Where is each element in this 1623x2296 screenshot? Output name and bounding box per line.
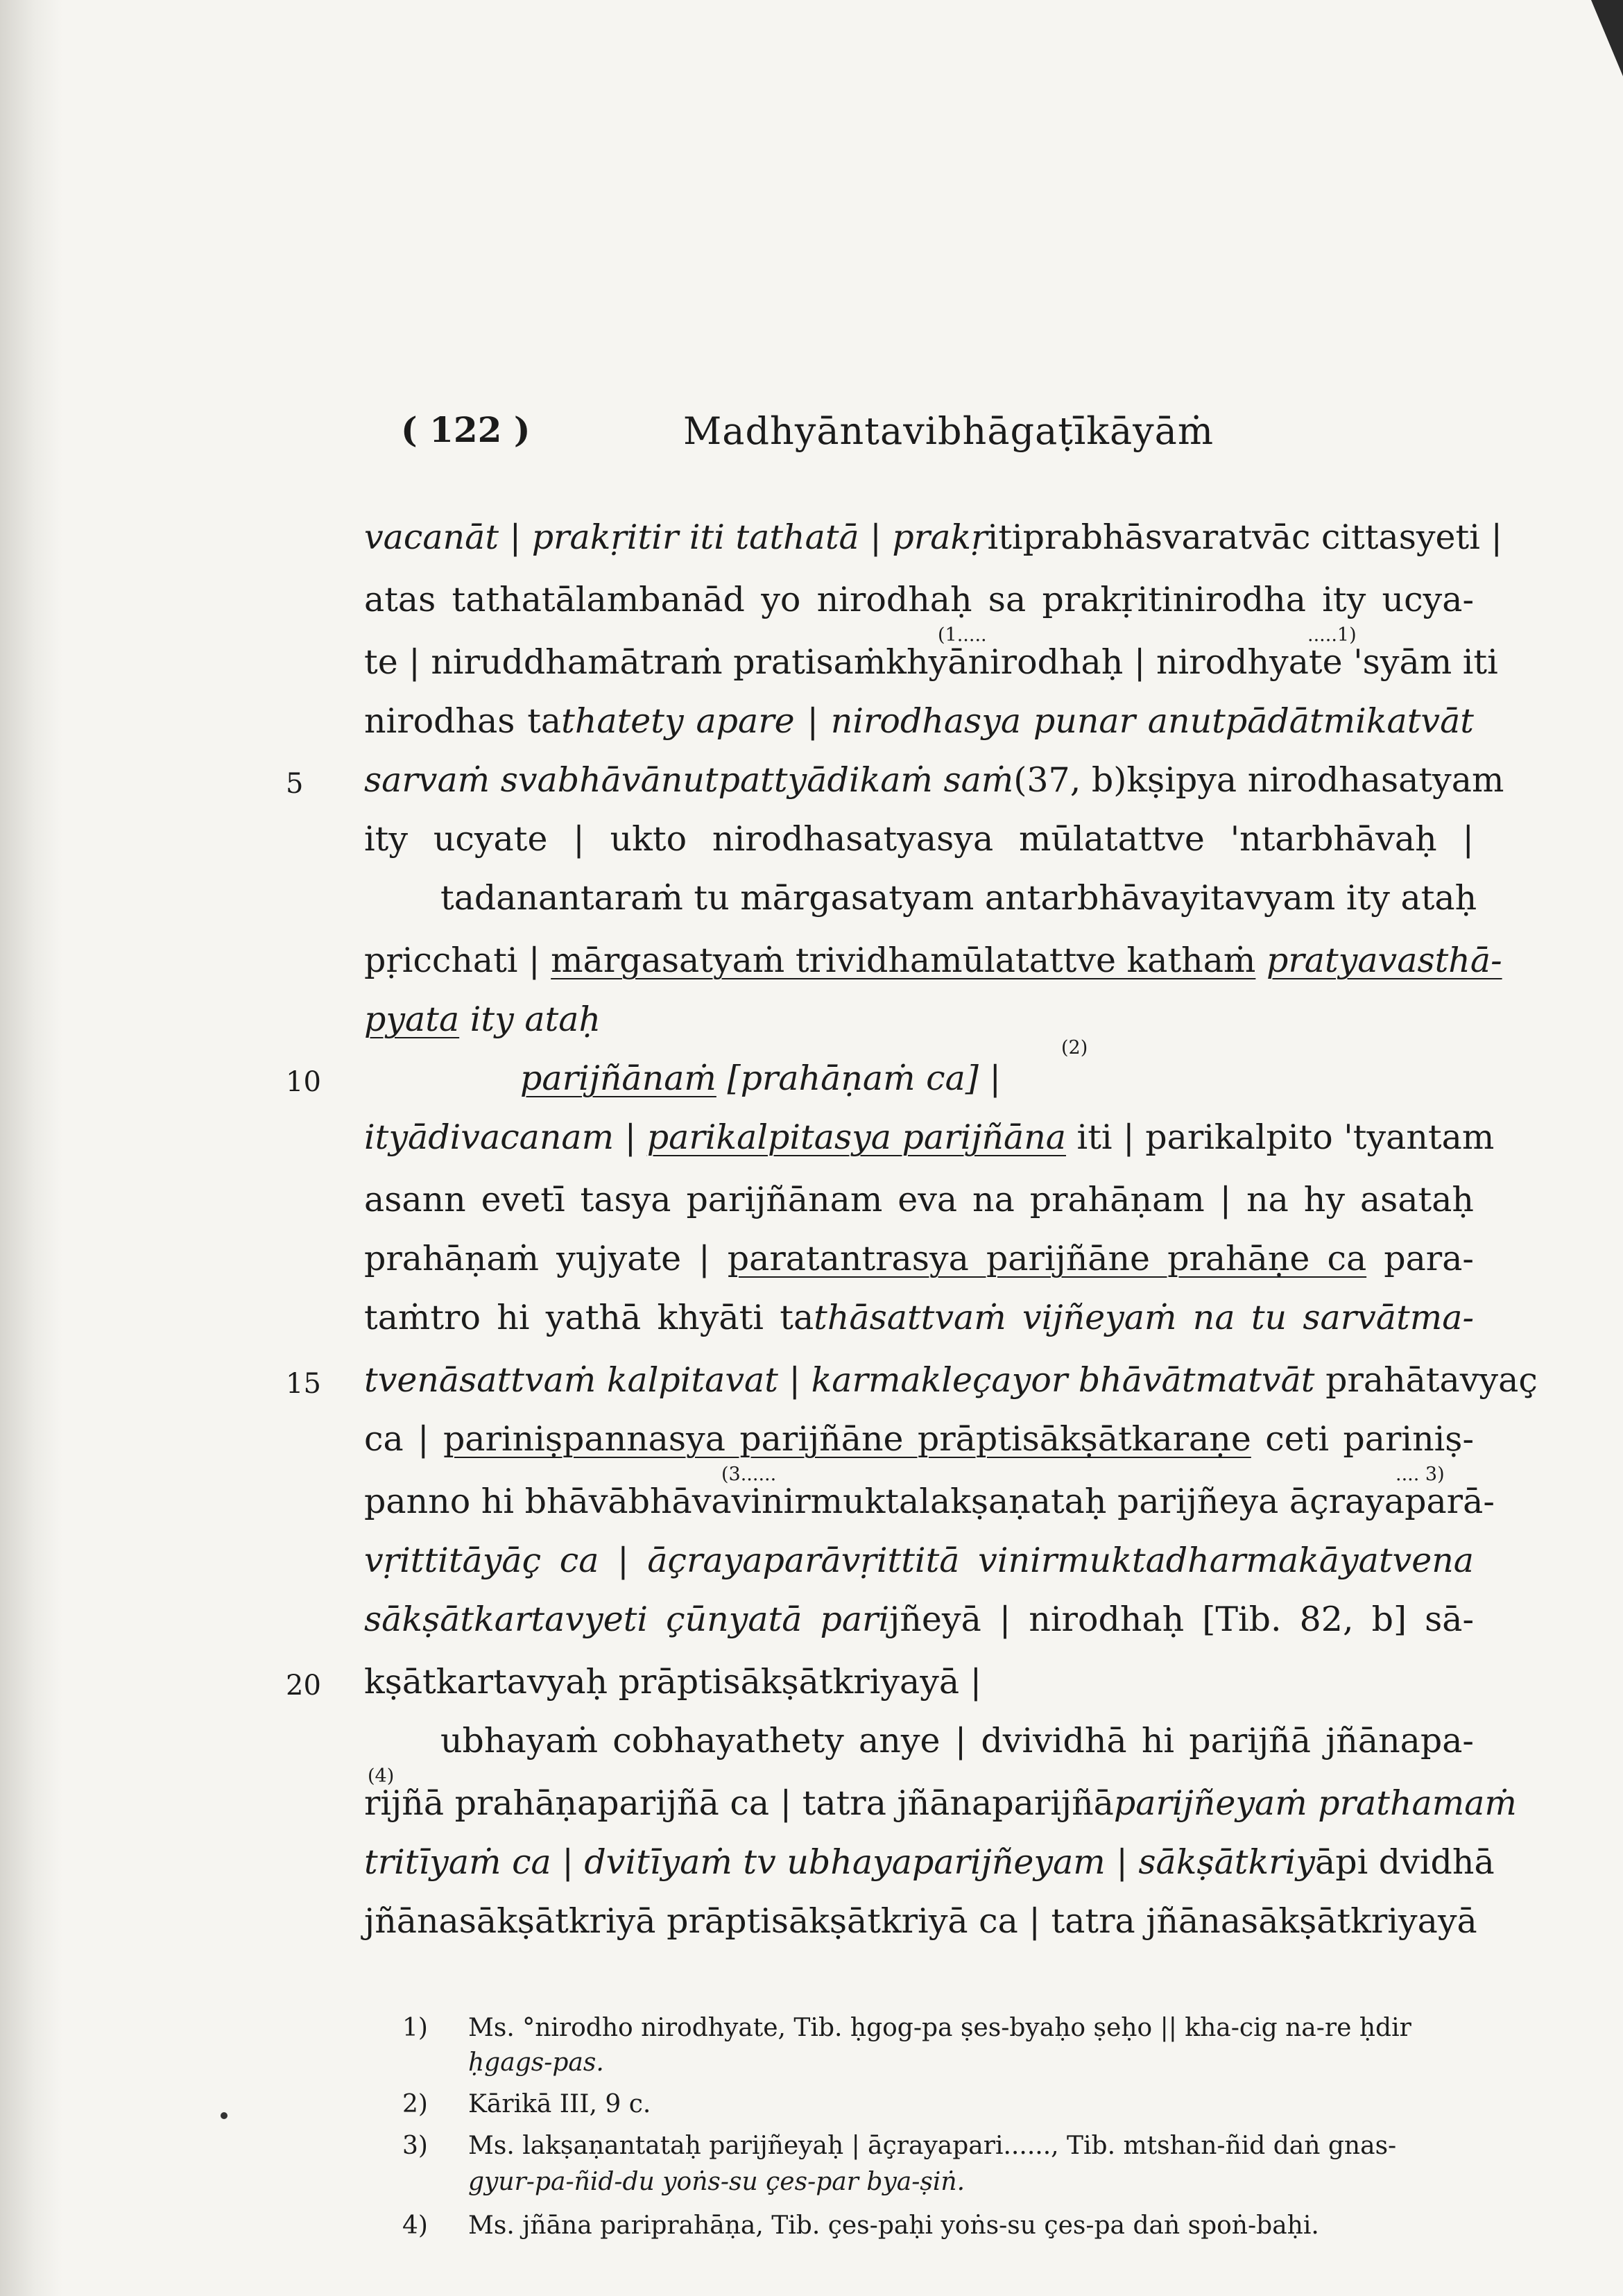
text-line-1: vacanāt | prakṛitir iti tathatā | prakṛitiprabhāsvaratvāc cittasyeti | bbox=[364, 517, 1502, 557]
text-line-9: pyata ity ataḥ bbox=[364, 1000, 601, 1039]
text-line-11: ityādivacanam | parikalpitasya parijñāna iti | parikalpito 'tyantam bbox=[364, 1117, 1495, 1157]
margin-dot bbox=[221, 2112, 227, 2119]
text-line-10-verse: parijñānaṁ [prahāṇaṁ ca] | bbox=[520, 1059, 1002, 1098]
text-line-19: sākṣātkartavyeti çūnyatā parijñeyā | nirodhaḥ [Tib. 82, b] sā- bbox=[364, 1600, 1474, 1639]
running-title: Madhyāntavibhāgaṭīkāyāṁ bbox=[683, 409, 1214, 453]
line-number-20: 20 bbox=[286, 1670, 321, 1702]
footnote-marker-1-open: (1..... bbox=[938, 624, 987, 646]
text-line-22: rijñā prahāṇaparijñā ca | tatra jñānaparijñāparijñeyaṁ prathamaṁ bbox=[364, 1783, 1517, 1823]
text-line-6: ity ucyate | ukto nirodhasatyasya mūlatattve 'ntarbhāvaḥ | bbox=[364, 819, 1474, 859]
text-line-15: tvenāsattvaṁ kalpitavat | karmakleçayor bhāvātmatvāt prahātavyaç bbox=[364, 1360, 1538, 1400]
text-line-12: asann evetī tasya parijñānam eva na prahāṇam | na hy asataḥ bbox=[364, 1180, 1474, 1219]
text-line-20: kṣātkartavyaḥ prāptisākṣātkriyayā | bbox=[364, 1662, 982, 1702]
text-line-14: taṁtro hi yathā khyāti tathāsattvaṁ vijñeyaṁ na tu sarvātma- bbox=[364, 1298, 1474, 1337]
footnote-marker-2: (2) bbox=[1061, 1037, 1088, 1059]
footnote-3-continuation: gyur-pa-ñid-du yoṅs-su çes-par bya-ṣiṅ. bbox=[468, 2168, 965, 2196]
text-line-17: panno hi bhāvābhāvavinirmuktalakṣaṇataḥ parijñeya āçrayaparā- bbox=[364, 1482, 1495, 1521]
text-line-2: atas tathatālambanād yo nirodhaḥ sa prakṛitinirodha ity ucya- bbox=[364, 580, 1474, 619]
text-line-18: vṛittitāyāç ca | āçrayaparāvṛittitā vinirmuktadharmakāyatvena bbox=[364, 1541, 1474, 1580]
text-line-21: ubhayaṁ cobhayathety anye | dvividhā hi parijñā jñānapa- bbox=[440, 1721, 1474, 1760]
text-line-24: jñānasākṣātkriyā prāptisākṣātkriyā ca | tatra jñānasākṣātkriyayā bbox=[364, 1901, 1477, 1941]
text-line-8: pṛicchati | mārgasatyaṁ trividhamūlatattve kathaṁ pratyavasthā- bbox=[364, 941, 1502, 980]
footnote-1: 1) Ms. °nirodho nirodhyate, Tib. ḥgog-pa ṣes-byaḥo ṣeḥo || kha-cig na-re ḥdir bbox=[402, 2014, 1411, 2042]
text-line-23: tritīyaṁ ca | dvitīyaṁ tv ubhayaparijñeyam | sākṣātkriyāpi dvidhā bbox=[364, 1842, 1495, 1882]
page-number: ( 122 ) bbox=[401, 409, 531, 450]
text-line-16: ca | pariniṣpannasya parijñāne prāptisākṣātkaraṇe ceti pariniṣ- bbox=[364, 1419, 1474, 1459]
text-line-4: nirodhas tathatety apare | nirodhasya punar anutpādātmikatvāt bbox=[364, 701, 1474, 741]
footnote-4: 4) Ms. jñāna pariprahāṇa, Tib. çes-paḥi yoṅs-su çes-pa daṅ spoṅ-baḥi. bbox=[402, 2211, 1319, 2240]
footnote-1-continuation: ḥgags-pas. bbox=[468, 2048, 604, 2077]
text-line-3: te | niruddhamātraṁ pratisaṁkhyānirodhaḥ | nirodhyate 'syām iti bbox=[364, 642, 1498, 682]
footnote-marker-1-close: .....1) bbox=[1307, 624, 1357, 646]
text-line-13: prahāṇaṁ yujyate | paratantrasya parijñāne prahāṇe ca para- bbox=[364, 1239, 1474, 1278]
line-number-15: 15 bbox=[286, 1368, 321, 1400]
text-line-7: tadanantaraṁ tu mārgasatyam antarbhāvayitavyam ity ataḥ bbox=[440, 878, 1477, 918]
footnote-2: 2) Kārikā III, 9 c. bbox=[402, 2090, 651, 2118]
footnote-marker-4: (4) bbox=[368, 1765, 395, 1787]
line-number-10: 10 bbox=[286, 1066, 321, 1098]
footnote-3: 3) Ms. lakṣaṇantataḥ parijñeyaḥ | āçrayapari......, Tib. mtshan-ñid daṅ gnas- bbox=[402, 2132, 1397, 2160]
footnote-marker-3-close: .... 3) bbox=[1396, 1464, 1445, 1485]
line-number-5: 5 bbox=[286, 768, 304, 800]
text-line-5: sarvaṁ svabhāvānutpattyādikaṁ saṁ(37, b)kṣipya nirodhasatyam bbox=[364, 760, 1504, 800]
footnote-marker-3-open: (3...... bbox=[721, 1464, 777, 1485]
